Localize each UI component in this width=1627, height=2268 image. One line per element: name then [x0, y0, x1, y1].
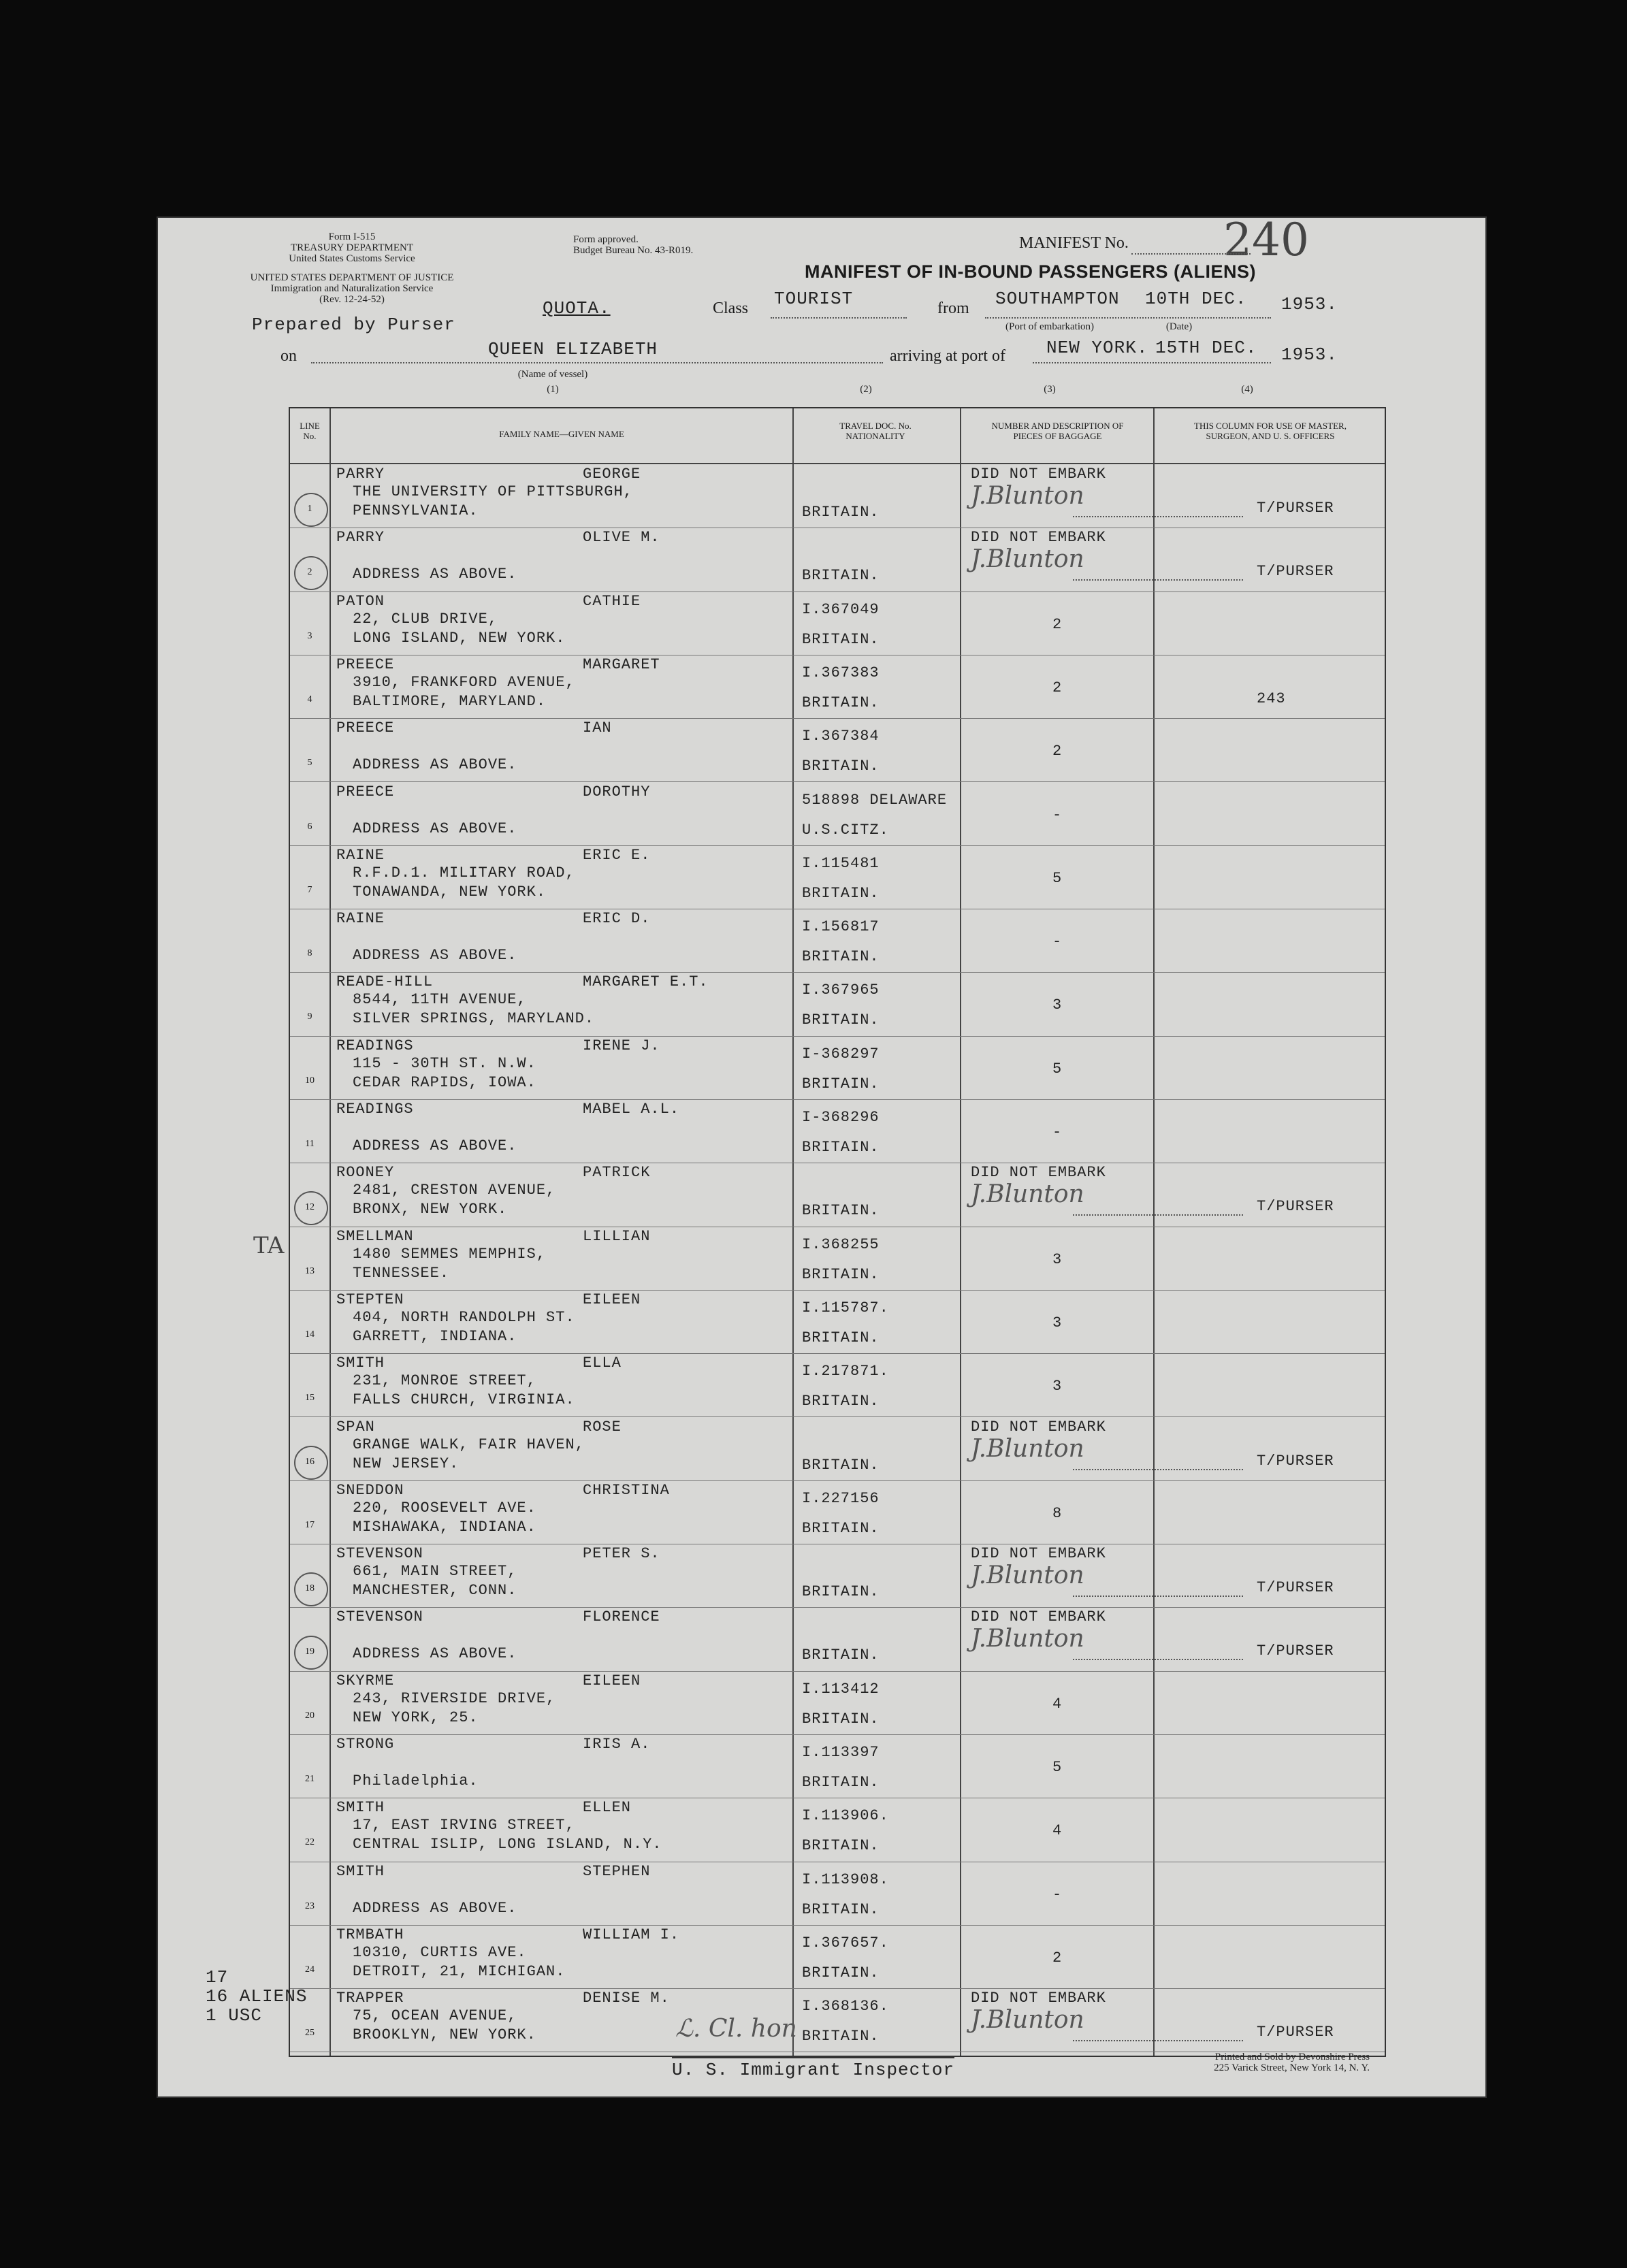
passenger-address-2: ADDRESS AS ABOVE. — [353, 566, 517, 583]
inspector-signature: ℒ. Cl. hon — [675, 2015, 797, 2043]
baggage: 5 — [1052, 1759, 1063, 1776]
passenger-address-1: 22, CLUB DRIVE, — [353, 610, 498, 628]
nationality: BRITAIN. — [802, 884, 880, 902]
purser-signature: J.Blunton — [971, 1561, 1084, 1590]
baggage: 2 — [1052, 679, 1063, 696]
passenger-address-2: MISHAWAKA, INDIANA. — [353, 1518, 536, 1536]
passenger-surname: STRONG — [336, 1736, 395, 1753]
col-num-3: (3) — [1044, 384, 1056, 395]
line-number: 21 — [305, 1774, 315, 1784]
travel-doc-number: I.227156 — [802, 1489, 880, 1507]
col-num-2: (2) — [860, 384, 872, 395]
passenger-given-name: MABEL A.L. — [583, 1101, 680, 1118]
quota: QUOTA. — [543, 298, 611, 319]
official-use: T/PURSER — [1257, 1452, 1334, 1470]
dotted-line — [1073, 1659, 1243, 1660]
line-number: 7 — [307, 884, 312, 895]
passenger-address-1: 404, NORTH RANDOLPH ST. — [353, 1308, 575, 1326]
line-number-circle — [294, 1446, 328, 1480]
form-approved: Form approved. — [573, 234, 639, 245]
official-use: T/PURSER — [1257, 1642, 1334, 1660]
passenger-address-1: 10310, CURTIS AVE. — [353, 1943, 527, 1961]
manifest-no-line — [1131, 253, 1251, 255]
passenger-address-2: Philadelphia. — [353, 1772, 479, 1789]
baggage: 4 — [1052, 1695, 1063, 1713]
passenger-given-name: PETER S. — [583, 1545, 660, 1563]
purser-signature: J.Blunton — [971, 1625, 1084, 1653]
passenger-given-name: ELLA — [583, 1355, 622, 1372]
table-row — [290, 1227, 1385, 1291]
from-date: 10TH DEC. — [1145, 289, 1247, 309]
baggage: 3 — [1052, 1314, 1063, 1331]
passenger-address-2: ADDRESS AS ABOVE. — [353, 820, 517, 837]
baggage: DID NOT EMBARK — [971, 529, 1106, 547]
passenger-given-name: ERIC E. — [583, 846, 651, 864]
nationality: BRITAIN. — [802, 1139, 880, 1156]
passenger-address-2: MANCHESTER, CONN. — [353, 1582, 517, 1600]
line-number: 5 — [307, 758, 312, 768]
passenger-address-2: LONG ISLAND, NEW YORK. — [353, 629, 566, 647]
purser-signature: J.Blunton — [971, 1180, 1084, 1209]
baggage: 2 — [1052, 1949, 1063, 1966]
travel-doc-number: I.113908. — [802, 1870, 889, 1888]
line-number: 11 — [305, 1139, 315, 1149]
passenger-address-2: ADDRESS AS ABOVE. — [353, 1645, 517, 1663]
table-row — [290, 1862, 1385, 1926]
baggage: DID NOT EMBARK — [971, 1418, 1106, 1436]
passenger-given-name: OLIVE M. — [583, 529, 660, 547]
baggage: 2 — [1052, 615, 1063, 633]
nationality: BRITAIN. — [802, 948, 880, 966]
line-number: 22 — [305, 1837, 315, 1848]
baggage: 2 — [1052, 743, 1063, 760]
table-row — [290, 718, 1385, 782]
treasury-label: TREASURY DEPARTMENT — [290, 242, 414, 253]
arrival-date: 15TH DEC. — [1155, 338, 1257, 358]
prepared-by: Prepared by Purser — [252, 314, 455, 335]
form-number: Form I-515 — [328, 231, 376, 242]
line-number: 12 — [305, 1202, 315, 1213]
passenger-address-2: ADDRESS AS ABOVE. — [353, 756, 517, 774]
line-number: 24 — [305, 1964, 315, 1975]
passenger-surname: SPAN — [336, 1418, 375, 1436]
passenger-surname: RAINE — [336, 910, 385, 928]
budget-bureau: Budget Bureau No. 43-R019. — [573, 245, 694, 256]
passenger-address-1: R.F.D.1. MILITARY ROAD, — [353, 864, 575, 881]
passenger-surname: RAINE — [336, 846, 385, 864]
nationality: BRITAIN. — [802, 1265, 880, 1283]
table-row — [290, 782, 1385, 846]
nationality: BRITAIN. — [802, 1583, 880, 1601]
passenger-address-1: 231, MONROE STREET, — [353, 1372, 536, 1390]
passenger-given-name: LILLIAN — [583, 1227, 651, 1245]
header-official-use: THIS COLUMN FOR USE OF MASTER, SURGEON, AND U. S. OFFICERS — [1194, 421, 1347, 441]
purser-signature: J.Blunton — [971, 482, 1084, 510]
nationality: BRITAIN. — [802, 504, 880, 521]
passenger-given-name: ERIC D. — [583, 910, 651, 928]
baggage: 5 — [1052, 1060, 1063, 1078]
official-use: T/PURSER — [1257, 500, 1334, 517]
passenger-surname: PARRY — [336, 466, 385, 483]
passenger-address-2: TENNESSEE. — [353, 1264, 450, 1282]
dotted-line — [1073, 2040, 1243, 2041]
table-row — [290, 464, 1385, 528]
margin-count-1: 17 — [206, 1967, 229, 1988]
line-number-circle — [294, 493, 328, 527]
col-num-4: (4) — [1241, 384, 1253, 395]
line-number: 8 — [307, 948, 312, 959]
official-use: T/PURSER — [1257, 1579, 1334, 1597]
header-baggage: NUMBER AND DESCRIPTION OF PIECES OF BAGGAGE — [991, 421, 1124, 441]
margin-count-3: 1 USC — [206, 2005, 263, 2026]
baggage: 3 — [1052, 997, 1063, 1014]
purser-signature: J.Blunton — [971, 545, 1084, 574]
passenger-surname: SNEDDON — [336, 1481, 404, 1499]
passenger-surname: TRMBATH — [336, 1926, 404, 1943]
travel-doc-number: I.113397 — [802, 1744, 880, 1761]
passenger-address-1: 220, ROOSEVELT AVE. — [353, 1499, 536, 1517]
nationality: BRITAIN. — [802, 1900, 880, 1918]
passenger-surname: PATON — [336, 592, 385, 610]
table-row — [290, 1353, 1385, 1417]
port-caption: (Port of embarkation) — [1005, 321, 1094, 332]
date-caption: (Date) — [1165, 321, 1193, 332]
travel-doc-number: I.367965 — [802, 982, 880, 999]
passenger-surname: PARRY — [336, 529, 385, 547]
table-row — [290, 528, 1385, 592]
passenger-surname: READINGS — [336, 1101, 414, 1118]
travel-doc-number: I.113906. — [802, 1807, 889, 1825]
purser-signature: J.Blunton — [971, 2006, 1084, 2035]
nationality: BRITAIN. — [802, 1456, 880, 1474]
manifest-title: MANIFEST OF IN-BOUND PASSENGERS (ALIENS) — [805, 261, 1257, 282]
passenger-given-name: FLORENCE — [583, 1608, 660, 1626]
passenger-surname: SMITH — [336, 1355, 385, 1372]
line-number-circle — [294, 1636, 328, 1670]
table-row — [290, 1988, 1385, 2052]
passenger-address-2: NEW YORK, 25. — [353, 1708, 479, 1726]
passenger-given-name: ROSE — [583, 1418, 622, 1436]
line-number-circle — [294, 556, 328, 590]
passenger-surname: SMITH — [336, 1862, 385, 1880]
from-line — [985, 317, 1271, 319]
travel-doc-number: I.115481 — [802, 854, 880, 872]
passenger-given-name: DENISE M. — [583, 1990, 670, 2007]
travel-doc-number: I.115787. — [802, 1299, 889, 1316]
nationality: BRITAIN. — [802, 1393, 880, 1410]
line-number: 18 — [305, 1583, 315, 1594]
table-row — [290, 1734, 1385, 1798]
passenger-given-name: CHRISTINA — [583, 1481, 670, 1499]
table-row — [290, 1671, 1385, 1735]
dotted-line — [1073, 1595, 1243, 1597]
table-row — [290, 592, 1385, 655]
table-row — [290, 1607, 1385, 1671]
passenger-surname: SMELLMAN — [336, 1227, 414, 1245]
passenger-given-name: EILEEN — [583, 1291, 641, 1308]
travel-doc-number: I-368296 — [802, 1109, 880, 1126]
official-use: T/PURSER — [1257, 1198, 1334, 1216]
nationality: BRITAIN. — [802, 1710, 880, 1728]
passenger-address-2: FALLS CHURCH, VIRGINIA. — [353, 1391, 575, 1409]
passenger-address-2: NEW JERSEY. — [353, 1455, 460, 1472]
arrival-year: 1953. — [1281, 344, 1338, 365]
dotted-line — [1073, 516, 1243, 517]
passenger-surname: TRAPPER — [336, 1990, 404, 2007]
table-row — [290, 1163, 1385, 1227]
passenger-address-1: 17, EAST IRVING STREET, — [353, 1817, 575, 1834]
line-number: 3 — [307, 630, 312, 641]
manifest-no-label: MANIFEST No. — [1019, 234, 1129, 252]
line-number: 2 — [307, 567, 312, 578]
nationality: BRITAIN. — [802, 1964, 880, 1981]
line-number: 13 — [305, 1265, 315, 1276]
nationality: BRITAIN. — [802, 567, 880, 585]
passenger-address-1: 115 - 30TH ST. N.W. — [353, 1054, 536, 1072]
passenger-address-2: BRONX, NEW YORK. — [353, 1201, 508, 1218]
line-number: 17 — [305, 1519, 315, 1530]
vessel-line — [311, 362, 883, 363]
table-row — [290, 909, 1385, 973]
table-row — [290, 655, 1385, 719]
nationality: BRITAIN. — [802, 1519, 880, 1537]
ins-label: Immigration and Naturalization Service — [270, 283, 434, 294]
passenger-surname: STEPTEN — [336, 1291, 404, 1308]
passenger-address-2: BROOKLYN, NEW YORK. — [353, 2026, 536, 2044]
line-number: 25 — [305, 2028, 315, 2039]
justice-label: UNITED STATES DEPARTMENT OF JUSTICE — [250, 272, 454, 283]
passenger-address-2: ADDRESS AS ABOVE. — [353, 947, 517, 965]
nationality: BRITAIN. — [802, 1329, 880, 1346]
class-value: TOURIST — [774, 289, 854, 309]
official-use: 243 — [1257, 690, 1286, 707]
passenger-given-name: CATHIE — [583, 592, 641, 610]
passenger-address-1: 3910, FRANKFORD AVENUE, — [353, 673, 575, 691]
passenger-given-name: STEPHEN — [583, 1862, 651, 1880]
line-number: 23 — [305, 1900, 315, 1911]
passenger-surname: ROONEY — [336, 1164, 395, 1182]
passenger-address-2: BALTIMORE, MARYLAND. — [353, 692, 547, 710]
manifest-page — [158, 214, 1485, 2096]
dotted-line — [1073, 579, 1243, 581]
passenger-given-name: MARGARET E.T. — [583, 973, 709, 991]
header-name: FAMILY NAME—GIVEN NAME — [499, 429, 624, 439]
passenger-address-1: 8544, 11TH AVENUE, — [353, 991, 527, 1009]
col-num-1: (1) — [547, 384, 559, 395]
line-number: 4 — [307, 694, 312, 704]
travel-doc-number: I.368255 — [802, 1235, 880, 1253]
baggage: 8 — [1052, 1504, 1063, 1522]
from-label: from — [937, 299, 969, 317]
passenger-address-1: 2481, CRESTON AVENUE, — [353, 1182, 556, 1199]
arrival-port: NEW YORK. — [1046, 338, 1148, 358]
passenger-given-name: IRENE J. — [583, 1037, 660, 1054]
passenger-table — [289, 407, 1386, 2057]
baggage: DID NOT EMBARK — [971, 1545, 1106, 1563]
nationality: BRITAIN. — [802, 1011, 880, 1029]
nationality: BRITAIN. — [802, 1774, 880, 1791]
table-row — [290, 1417, 1385, 1481]
line-number: 15 — [305, 1393, 315, 1404]
travel-doc-number: I.368136. — [802, 1998, 889, 2015]
line-number: 6 — [307, 821, 312, 832]
nationality: BRITAIN. — [802, 758, 880, 775]
passenger-given-name: WILLIAM I. — [583, 1926, 680, 1943]
baggage: 3 — [1052, 1250, 1063, 1268]
passenger-address-2: GARRETT, INDIANA. — [353, 1327, 517, 1345]
passenger-surname: SKYRME — [336, 1672, 395, 1689]
nationality: BRITAIN. — [802, 1647, 880, 1664]
baggage: DID NOT EMBARK — [971, 1164, 1106, 1182]
travel-doc-number: I.156817 — [802, 918, 880, 936]
table-row — [290, 972, 1385, 1036]
passenger-given-name: MARGARET — [583, 655, 660, 673]
travel-doc-number: I.367384 — [802, 728, 880, 745]
travel-doc-number: I.217871. — [802, 1363, 889, 1380]
baggage: - — [1052, 1885, 1063, 1903]
table-row — [290, 1290, 1385, 1354]
passenger-given-name: GEORGE — [583, 466, 641, 483]
passenger-address-2: ADDRESS AS ABOVE. — [353, 1899, 517, 1917]
header-line-no: LINE No. — [300, 421, 320, 441]
dotted-line — [1073, 1214, 1243, 1216]
nationality: BRITAIN. — [802, 1837, 880, 1855]
passenger-address-2: TONAWANDA, NEW YORK. — [353, 883, 547, 901]
arrival-line — [1033, 362, 1271, 363]
line-number-circle — [294, 1191, 328, 1225]
passenger-given-name: IAN — [583, 719, 612, 737]
baggage: 5 — [1052, 869, 1063, 887]
table-row — [290, 1925, 1385, 1989]
line-number: 16 — [305, 1456, 315, 1467]
line-number-circle — [294, 1572, 328, 1606]
passenger-address-1: 75, OCEAN AVENUE, — [353, 2007, 517, 2025]
dotted-line — [1073, 1469, 1243, 1470]
baggage: DID NOT EMBARK — [971, 1990, 1106, 2007]
ta-mark: TA — [253, 1232, 285, 1259]
passenger-surname: STEVENSON — [336, 1608, 423, 1626]
baggage: 4 — [1052, 1822, 1063, 1840]
line-number: 1 — [307, 504, 312, 514]
table-row — [290, 1036, 1385, 1100]
passenger-given-name: EILEEN — [583, 1672, 641, 1689]
inspector-label: U. S. Immigrant Inspector — [672, 2057, 954, 2080]
passenger-surname: STEVENSON — [336, 1545, 423, 1563]
margin-count-2: 16 ALIENS — [206, 1986, 308, 2007]
arriving-label: arriving at port of — [890, 347, 1005, 365]
travel-doc-number: I-368297 — [802, 1045, 880, 1063]
baggage: - — [1052, 806, 1063, 824]
on-label: on — [280, 347, 297, 365]
line-number: 20 — [305, 1710, 315, 1721]
passenger-given-name: ELLEN — [583, 1799, 632, 1817]
from-port: SOUTHAMPTON — [995, 289, 1120, 309]
table-row — [290, 845, 1385, 909]
passenger-surname: SMITH — [336, 1799, 385, 1817]
table-row — [290, 1099, 1385, 1163]
class-line — [771, 317, 907, 319]
passenger-address-1: 1480 SEMMES MEMPHIS, — [353, 1245, 547, 1263]
official-use: T/PURSER — [1257, 563, 1334, 581]
line-number: 19 — [305, 1647, 315, 1657]
baggage: - — [1052, 933, 1063, 951]
passenger-address-1: 243, RIVERSIDE DRIVE, — [353, 1689, 556, 1707]
passenger-address-2: DETROIT, 21, MICHIGAN. — [353, 1962, 566, 1980]
travel-doc-number: I.367049 — [802, 600, 880, 618]
passenger-surname: READINGS — [336, 1037, 414, 1054]
table-row — [290, 1798, 1385, 1862]
passenger-address-2: PENNSYLVANIA. — [353, 502, 479, 519]
passenger-address-1: 661, MAIN STREET, — [353, 1563, 517, 1581]
baggage: - — [1052, 1124, 1063, 1141]
vessel-caption: (Name of vessel) — [517, 369, 588, 380]
class-label: Class — [713, 299, 749, 317]
line-number: 10 — [305, 1075, 315, 1086]
passenger-surname: PREECE — [336, 719, 395, 737]
passenger-address-1: GRANGE WALK, FAIR HAVEN, — [353, 1436, 585, 1453]
baggage: DID NOT EMBARK — [971, 1608, 1106, 1626]
header-doc: TRAVEL DOC. No. NATIONALITY — [839, 421, 912, 441]
passenger-surname: PREECE — [336, 783, 395, 800]
printer-line-2: 225 Varick Street, New York 14, N. Y. — [1214, 2062, 1370, 2073]
printer-line-1: Printed and Sold by Devonshire Press — [1214, 2052, 1370, 2062]
baggage: 3 — [1052, 1378, 1063, 1395]
travel-doc-number: 518898 DELAWARE — [802, 791, 948, 809]
passenger-address-2: ADDRESS AS ABOVE. — [353, 1137, 517, 1154]
travel-doc-number: I.367383 — [802, 664, 880, 681]
passenger-given-name: IRIS A. — [583, 1736, 651, 1753]
nationality: BRITAIN. — [802, 2028, 880, 2045]
passenger-given-name: DOROTHY — [583, 783, 651, 800]
official-use: T/PURSER — [1257, 2024, 1334, 2041]
passenger-given-name: PATRICK — [583, 1164, 651, 1182]
passenger-address-1: THE UNIVERSITY OF PITTSBURGH, — [353, 483, 633, 500]
table-row — [290, 1480, 1385, 1544]
passenger-address-2: CEDAR RAPIDS, IOWA. — [353, 1073, 536, 1091]
nationality: BRITAIN. — [802, 1202, 880, 1220]
nationality: BRITAIN. — [802, 630, 880, 648]
travel-doc-number: I.367657. — [802, 1934, 889, 1951]
passenger-surname: PREECE — [336, 655, 395, 673]
passenger-surname: READE-HILL — [336, 973, 434, 991]
nationality: BRITAIN. — [802, 1075, 880, 1092]
from-year: 1953. — [1281, 294, 1338, 314]
rev-label: (Rev. 12-24-52) — [319, 294, 385, 305]
passenger-address-2: CENTRAL ISLIP, LONG ISLAND, N.Y. — [353, 1836, 662, 1853]
line-number: 14 — [305, 1329, 315, 1340]
manifest-number: 240 — [1223, 214, 1309, 266]
baggage: DID NOT EMBARK — [971, 466, 1106, 483]
nationality: BRITAIN. — [802, 694, 880, 711]
line-number: 9 — [307, 1011, 312, 1022]
travel-doc-number: I.113412 — [802, 1680, 880, 1698]
purser-signature: J.Blunton — [971, 1434, 1084, 1463]
vessel-name: QUEEN ELIZABETH — [488, 339, 658, 359]
passenger-address-2: SILVER SPRINGS, MARYLAND. — [353, 1010, 595, 1028]
table-row — [290, 1544, 1385, 1608]
customs-label: United States Customs Service — [289, 253, 415, 264]
nationality: U.S.CITZ. — [802, 821, 889, 839]
